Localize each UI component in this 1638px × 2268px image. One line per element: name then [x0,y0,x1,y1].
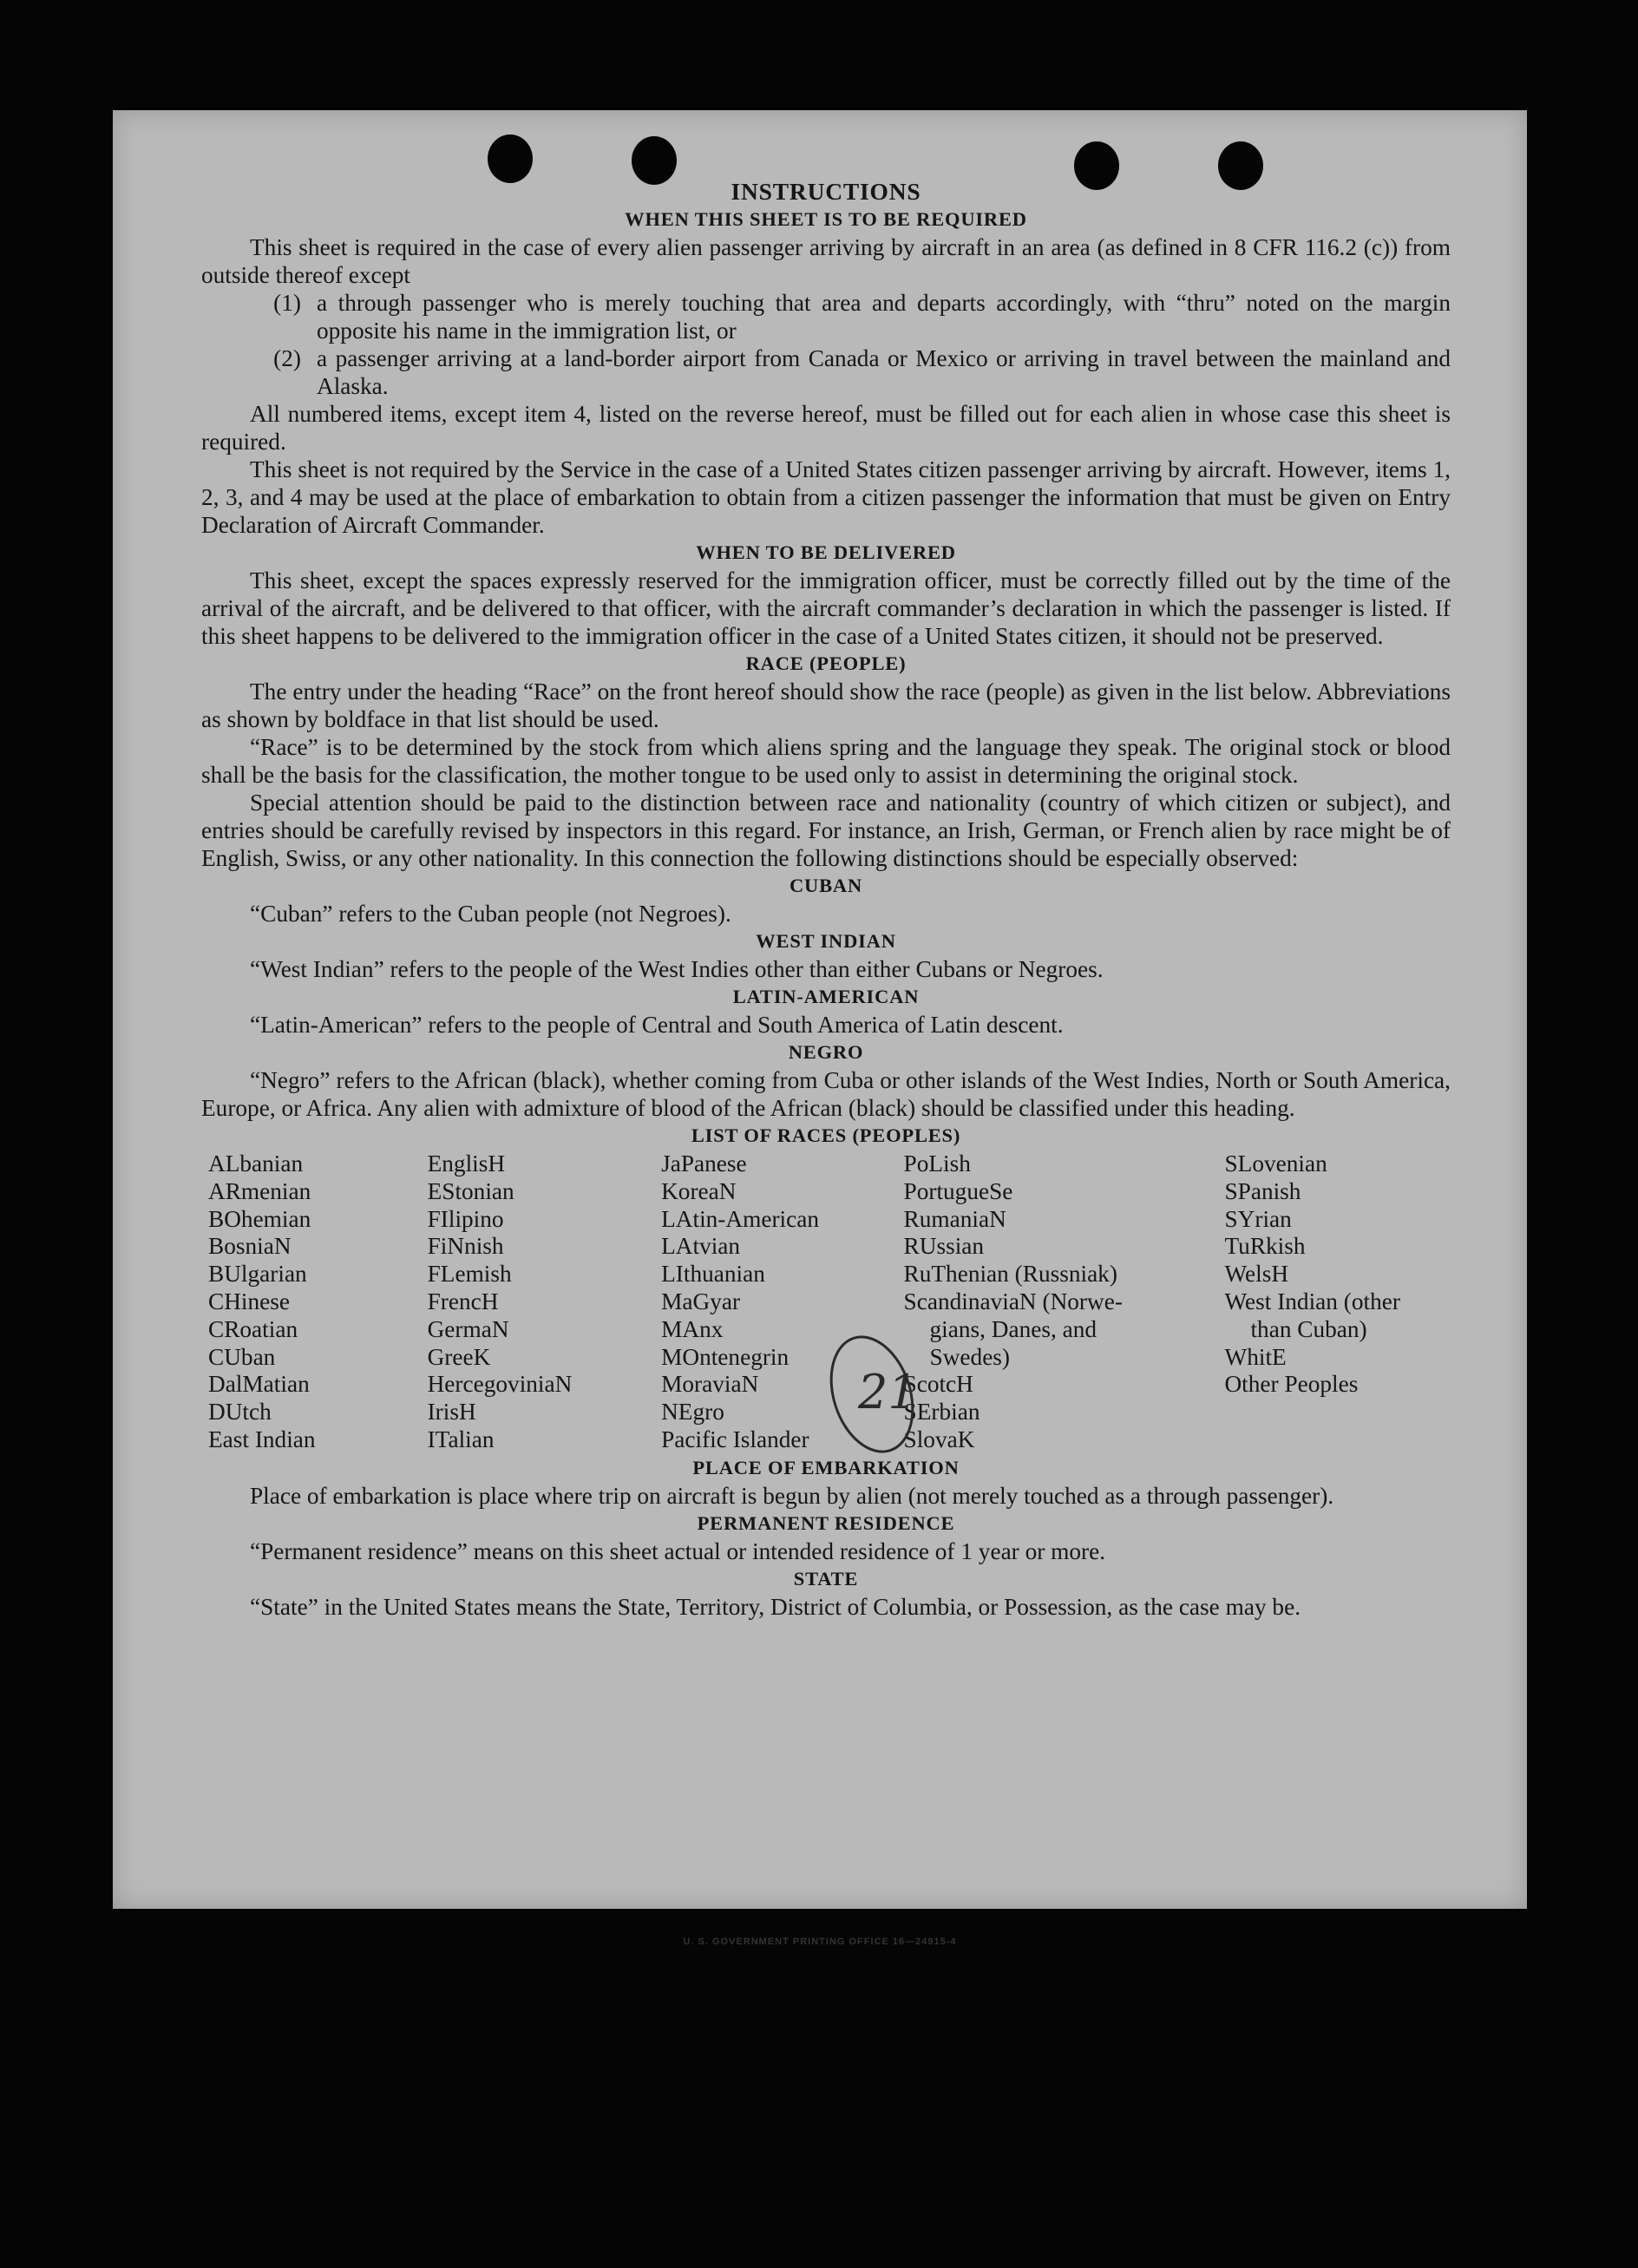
race-entry: DalMatian [208,1371,310,1398]
race-entry: FIlipino [427,1205,504,1232]
section-heading: WHEN THIS SHEET IS TO BE REQUIRED [625,208,1027,230]
race-entry: IrisH [427,1399,476,1426]
race-entry: CHinese [208,1288,291,1314]
race-entry: Other Peoples [1224,1371,1359,1398]
paragraph: This sheet is required in the case of every alien passenger arriving by aircraft in an area (as defined in 8 CFR 116.2 (c)) from outside thereof except [201,234,1451,288]
race-entry: than Cuban) [1250,1315,1367,1342]
race-entry: RumaniaN [903,1205,1006,1232]
section-heading: STATE [793,1567,859,1590]
paragraph: Place of embarkation is place where trip on aircraft is begun by alien (not merely touched as a through passenger). [250,1482,1334,1509]
races-column [428,1150,662,1454]
race-entry: West Indian (other [1224,1288,1400,1314]
paragraph: “Race” is to be determined by the stock from which aliens spring and the language they speak. The original stock or blood shall be the basis for the classification, the mother tongue to be used only to assist in determining the original stock. [201,734,1451,788]
race-entry: TuRkish [1224,1233,1306,1260]
race-entry: PoLish [903,1150,971,1177]
section-heading: LATIN-AMERICAN [732,986,920,1007]
page-title: INSTRUCTIONS [731,178,921,205]
race-entry: BUlgarian [208,1261,307,1288]
race-entry: FiNnish [427,1233,504,1260]
section-heading: NEGRO [788,1041,864,1063]
race-entry: MAnx [661,1315,724,1342]
paragraph: “Negro” refers to the African (black), whether coming from Cuba or other islands of the West Indies, North or South America, Europe, or Africa. Any alien with admixture of blood of the African (black) should be classified under this heading. [201,1067,1451,1121]
race-entry: JaPanese [661,1150,747,1177]
race-entry: NEgro [661,1399,724,1426]
race-entry: ARmenian [208,1177,311,1204]
race-entry: Swedes) [929,1343,1011,1370]
race-entry: BosniaN [208,1233,292,1260]
race-entry: SErbian [903,1399,980,1426]
race-entry: SLovenian [1224,1150,1327,1177]
paragraph: This sheet, except the spaces expressly reserved for the immigration officer, must be correctly filled out by the time of the arrival of the aircraft, and be delivered to that officer, with the aircraft commander’s declaration in which the passenger is listed. If this sheet happens to be delivered to the immigration officer in the case of a United States citizen, it should not be preserved. [201,567,1451,649]
handwritten-number-text: 21 [858,1365,918,1419]
race-entry: CRoatian [208,1315,298,1342]
handwritten-number-mark [820,1325,924,1464]
race-entry: MaGyar [661,1288,741,1314]
paragraph: The entry under the heading “Race” on the front hereof should show the race (people) as given in the list below. Abbreviations as shown by boldface in that list should be used. [201,678,1451,732]
paragraph: “Cuban” refers to the Cuban people (not Negroes). [250,901,731,927]
race-entry: EnglisH [427,1150,506,1177]
paragraph: All numbered items, except item 4, listed on the reverse hereof, must be filled out for each alien in whose case this sheet is required. [201,401,1451,455]
punch-hole [488,134,533,183]
paragraph: “West Indian” refers to the people of the West Indies other than either Cubans or Negroes. [250,956,1104,982]
race-entry: East Indian [208,1426,316,1452]
race-entry: KoreaN [661,1177,737,1204]
race-entry: HercegoviniaN [427,1371,573,1398]
paragraph: “State” in the United States means the State, Territory, District of Columbia, or Possession, as the case may be. [250,1593,1301,1620]
race-entry: GermaN [427,1315,509,1342]
paragraph: Special attention should be paid to the distinction between race and nationality (country of which citizen or subject), and entries should be carefully revised by inspectors in this regard. For instance, an Irish, German, or French alien by race might be of English, Swiss, or any other nationality. In this connection the following distinctions should be especially observed: [201,790,1451,871]
races-heading: LIST OF RACES (PEOPLES) [691,1124,961,1146]
item-number: (1) [273,290,301,316]
race-entry: PortugueSe [903,1177,1013,1204]
race-entry: ScandinaviaN (Norwe- [903,1288,1123,1314]
section-heading: WEST INDIAN [756,930,896,952]
race-entry: LAtin-American [661,1205,820,1232]
race-entry: FrencH [427,1288,499,1314]
document-sheet [113,110,1527,1947]
race-entry: LIthuanian [661,1261,765,1288]
race-entry: ALbanian [208,1150,304,1177]
race-entry: LAtvian [661,1233,741,1260]
race-entry: ScotcH [903,1371,973,1398]
race-entry: WhitE [1224,1343,1287,1370]
races-column [1224,1150,1451,1454]
race-entry: GreeK [427,1343,491,1370]
race-entry: RuThenian (Russniak) [903,1261,1117,1288]
section-heading: WHEN TO BE DELIVERED [696,541,956,563]
race-entry: SlovaK [903,1426,975,1452]
races-column [904,1150,1225,1454]
race-entry: WelsH [1224,1261,1289,1288]
list-item [201,289,1451,344]
race-entry: BOhemian [208,1205,311,1232]
race-entry: FLemish [427,1261,512,1288]
item-text: a passenger arriving at a land-border airport from Canada or Mexico or arriving in travel between the mainland and Alaska. [317,345,1451,399]
printing-office-footer: U. S. GOVERNMENT PRINTING OFFICE 16—24915-4 [683,1937,957,1947]
paragraph: This sheet is not required by the Service in the case of a United States citizen passenger arriving by aircraft. However, items 1, 2, 3, and 4 may be used at the place of embarkation to obtain from a citizen passenger the information that must be given on Entry Declaration of Aircraft Commander. [201,456,1451,538]
race-entry: RUssian [903,1233,985,1260]
race-entry: SPanish [1224,1177,1301,1204]
paragraph: “Permanent residence” means on this sheet actual or intended residence of 1 year or more. [250,1537,1106,1564]
list-item [201,344,1451,400]
race-entry: Pacific Islander [661,1426,809,1452]
race-entry: MoraviaN [661,1371,759,1398]
item-text: a through passenger who is merely touching that area and departs accordingly, with “thru” noted on the margin opposite his name in the immigration list, or [317,290,1451,344]
paragraph: “Latin-American” refers to the people of Central and South America of Latin descent. [250,1012,1064,1038]
race-entry: DUtch [208,1399,272,1426]
section-heading: RACE (PEOPLE) [745,652,907,674]
item-number: (2) [273,345,301,371]
race-entry: gians, Danes, and [929,1315,1097,1342]
race-entry: ITalian [427,1426,495,1452]
race-entry: EStonian [427,1177,514,1204]
section-heading: PERMANENT RESIDENCE [697,1511,955,1534]
race-entry: MOntenegrin [661,1343,790,1370]
section-heading: CUBAN [789,875,862,896]
race-entry: SYrian [1224,1205,1292,1232]
race-entry: CUban [208,1343,276,1370]
races-column [208,1150,428,1454]
section-heading: PLACE OF EMBARKATION [692,1456,960,1478]
